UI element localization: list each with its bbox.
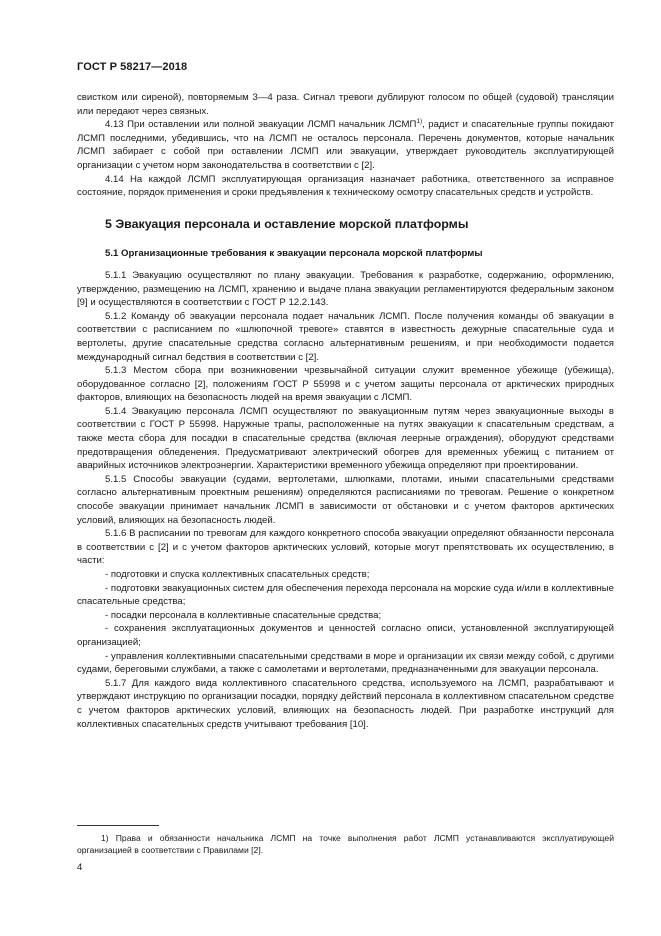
paragraph-5-1-7: 5.1.7 Для каждого вида коллективного спасательного средства, используемого на ЛСМП, разрабатывают и утверждают инструкцию по организации посадки, порядку действий персонала в коллективном спасательном средстве с учетом факторов арктических условий, влияющих на безопасность людей. При разработке инструкций для коллективных спасательных средств учитывают требования [10]. [77,677,614,730]
paragraph-4-13-text-start: 4.13 При оставлении или полной эвакуации ЛСМП начальник ЛСМП [105,119,417,131]
footnote-separator [77,825,159,826]
list-item: - управления коллективными спасательными средствами в море и организации их связи между собой, с другими судами, береговыми службами, а также с самолетами и вертолетами, предназначенными для эвакуации персонала. [77,650,614,676]
paragraph-5-1-3: 5.1.3 Местом сбора при возникновении чрезвычайной ситуации служит временное убежище (убежища), оборудованное согласно [2], положениям ГОСТ Р 55998 и с учетом защиты персонала от арктических природных факторов, влияющих на безопасность людей на время эвакуации с ЛСМП. [77,365,614,404]
paragraph-continuation: свистком или сиреной), повторяемым 3—4 раза. Сигнал тревоги дублируют голосом по общей (судовой) трансляции или передают через связных. [77,92,614,117]
subsection-heading: 5.1 Организационные требования к эвакуации персонала морской платформы [105,248,483,260]
list-item: - подготовки эвакуационных систем для обеспечения перехода персонала на морские суда и/или в коллективные спасательные средства; [77,582,614,608]
paragraph-5-1-1: 5.1.1 Эвакуацию осуществляют по плану эвакуации. Требования к разработке, содержанию, оформлению, утверждению, размещению на ЛСМП, хранению и выдаче плана эвакуации регламентируются федеральным законом [9] и осуществляются в соответствии с ГОСТ Р 12.2.143. [77,269,614,309]
list-item: - посадки персонала в коллективные спасательные средства; [105,609,382,621]
page-number: 4 [77,862,83,873]
footnote: 1) Права и обязанности начальника ЛСМП на точке выполнения работ ЛСМП устанавливаются эксплуатирующей организацией в соответствии с Правилами [2]. [77,833,614,855]
list-item: - подготовки и спуска коллективных спасательных средств; [105,569,370,580]
paragraph-5-1-4: 5.1.4 Эвакуацию персонала ЛСМП осуществляют по эвакуационным путям через эвакуационные выходы в соответствии с ГОСТ Р 55998. Наружные трапы, расположенные на путях эвакуации к спасательным средствам, а также места сбора для посадки в спасательные средства (включая леерные ограждения), оборудуют средствами предотвращения обледенения. Предусматривают электрический обогрев для временных убежищ с питанием от аварийных источников электроэнергии. Характеристики временного убежища определяют при проектировании. [77,405,614,472]
footnote-reference-mark: 1) [416,118,423,126]
paragraph-5-1-6: 5.1.6 В расписании по тревогам для каждого конкретного способа эвакуации определяют обязанности персонала в соответствии с [2] и с учетом факторов арктических условий, которые могут препятствовать их осуществлению, в части: [77,528,614,567]
document-header: ГОСТ Р 58217—2018 [77,61,188,73]
paragraph-4-13-text-end: , радист и спасательные группы покидают ЛСМП последними, убедившись, что на ЛСМП не осталось персонала. Перечень документов, которые начальник ЛСМП забирает с собой при оставлении ЛСМП или эвакуации, утверждает руководитель эксплуатирующей организации с учетом норм законодательства в соответствии с [2]. [77,119,614,171]
section-heading: 5 Эвакуация персонала и оставление морской платформы [105,216,469,231]
paragraph-5-1-5: 5.1.5 Способы эвакуации (судами, вертолетами, шлюпками, плотами, иными спасательными средствами согласно альтернативным проектным решениям) определяются расписаниями по тревогам. Решение о конкретном способе эвакуации принимает начальник ЛСМП в зависимости от обстановки и с учетом факторов арктических условий, влияющих на безопасность людей. [77,473,614,526]
paragraph-4-13 [77,118,614,172]
paragraph-5-1-2: 5.1.2 Команду об эвакуации персонала подает начальник ЛСМП. После получения команды об эвакуации в соответствии с расписанием по «шлюпочной тревоге» ставятся в известность дежурные спасательные суда и вертолеты, другие спасательные средства согласно альтернативным решениям, и при необходимости подается международный сигнал бедствия в соответствии с [2]. [77,310,614,363]
paragraph-4-14: 4.14 На каждой ЛСМП эксплуатирующая организация назначает работника, ответственного за исправное состояние, порядок применения и сроки предъявления к техническому осмотру спасательных средств и устройств. [77,173,614,199]
list-item: - сохранения эксплуатационных документов и ценностей согласно описи, установленной эксплуатирующей организацией; [77,623,614,648]
page-body [77,91,614,731]
